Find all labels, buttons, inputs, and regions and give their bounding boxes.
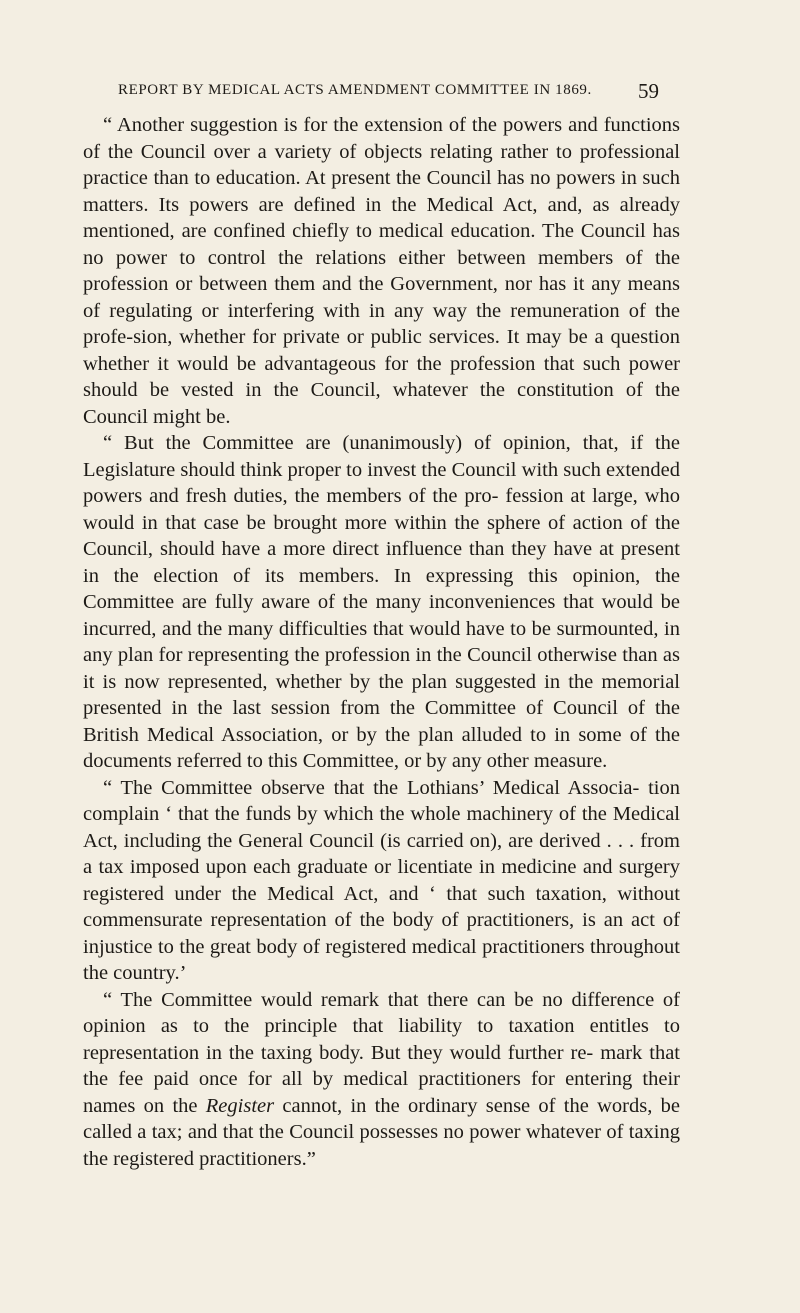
paragraph-text: “ But the Committee are (unanimously) of opinion, that, if the Legislature should think proper to invest the Council with such extended powers and fresh duties, the members of the pro- fession at large, who would in that case be brought more within the sphere of action of the Council, should have a more direct influence than they have at present in the election of its members. In expressing this opinion, the Committee are fully aware of the many inconveniences that would be incurred, and the many difficulties that would have to be surmounted, in any plan for representing the profession in the Council otherwise than as it is now represented, whether by the plan suggested in the memorial presented in the last session from the Committee of Council of the British Medical Association, or by the plan alluded to in some of the documents referred to this Committee, or by any other measure.: [83, 432, 680, 772]
paragraph: [83, 775, 680, 987]
page-number: 59: [638, 79, 659, 103]
paragraph-text: “ The Committee would remark that there can be no difference of opinion as to the principle that liability to taxation entitles to representation in the taxing body. But they would further re- mark that the fee paid once for all by medical practitioners for entering their names on the: [83, 988, 680, 1117]
paragraph-text: “ The Committee observe that the Lothians’ Medical Associa- tion complain ‘ that the funds by which the whole machinery of the Medical Act, including the General Council (is carried on), are derived . . . from a tax imposed upon each graduate or licentiate in medicine and surgery registered under the Medical Act, and ‘ that such taxation, without commensurate representation of the body of practitioners, is an act of injustice to the great body of registered medical practitioners throughout the country.’: [83, 776, 680, 984]
paragraph: [83, 112, 680, 430]
running-header: REPORT BY MEDICAL ACTS AMENDMENT COMMITTEE IN 1869.: [118, 82, 592, 98]
paragraph: [83, 987, 680, 1173]
paragraph-text-continued: cannot, in the ordinary sense of the words, be called a tax; and that the Council possesses no power whatever of taxing the registered practitioners.”: [83, 1094, 680, 1170]
italic-term: Register: [205, 1094, 275, 1117]
paragraph: [83, 430, 680, 775]
paragraph-text: “ Another suggestion is for the extension of the powers and functions of the Council over a variety of objects relating rather to professional practice than to education. At present the Council has no powers in such matters. Its powers are defined in the Medical Act, and, as already mentioned, are confined chiefly to medical education. The Council has no power to control the relations either between members of the profession or between them and the Government, nor has it any means of regulating or interfering with in any way the remuneration of the profe-sion, whether for private or public services. It may be a question whether it would be advantageous for the profession that such power should be vested in the Council, whatever the constitution of the Council might be.: [83, 114, 680, 428]
body-text: [83, 112, 680, 1172]
